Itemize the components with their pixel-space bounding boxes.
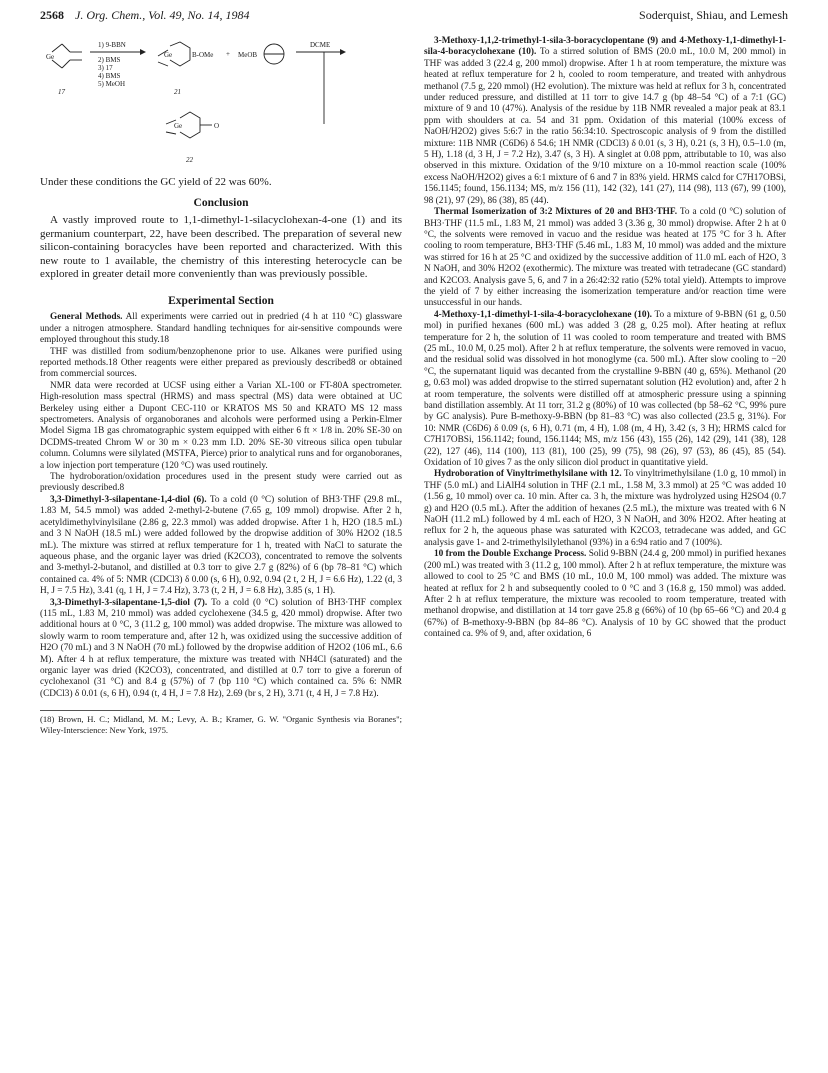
thf-paragraph: THF was distilled from sodium/benzophenone prior to use. Alkanes were purified using reported methods.18 Other reagents were either prepared as previously described8 or obtained from commercial sources. [40, 346, 402, 380]
compound-label-22: 22 [186, 156, 193, 164]
b-ome-label: B-OMe [192, 51, 214, 59]
journal-citation: J. Org. Chem., Vol. 49, No. 14, 1984 [75, 8, 250, 22]
reagent-2: 2) BMS [98, 56, 121, 64]
footnote-18: (18) Brown, H. C.; Midland, M. M.; Levy, A. B.; Kramer, G. W. "Organic Synthesis via Boranes"; Wiley-Interscience: New York, 1975. [40, 714, 402, 735]
running-authors: Soderquist, Shiau, and Lemesh [639, 8, 788, 22]
reagent-4: 4) BMS [98, 72, 121, 80]
right-column [424, 36, 786, 641]
compound-label-17: 17 [58, 88, 65, 96]
compounds-9-10-paragraph [424, 36, 786, 207]
ge-label-21: Ge [164, 51, 173, 59]
general-methods-paragraph [40, 312, 402, 346]
compounds-9-10-title: 3-Methoxy-1,1,2-trimethyl-1-sila-3-boracyclopentane (9) and 4-Methoxy-1,1-dimethyl-1-sila-4-boracyclohexane (10). [424, 36, 786, 58]
double-exchange-title: 10 from the Double Exchange Process. [434, 549, 587, 560]
hydroboration-paragraph: The hydroboration/oxidation procedures used in the present study were carried out as previously described.8 [40, 472, 402, 494]
plus-sign: + [226, 50, 230, 58]
gc-yield-sentence: Under these conditions the GC yield of 22 was 60%. [40, 176, 272, 188]
general-methods-title: General Methods. [50, 312, 123, 323]
double-exchange-paragraph [424, 549, 786, 640]
experimental-heading: Experimental Section [168, 294, 274, 307]
oxygen-label: O [214, 122, 220, 130]
scheme-drawing [40, 36, 402, 176]
compound-10-title: 4-Methoxy-1,1-dimethyl-1-sila-4-boracyclohexane (10). [434, 309, 652, 320]
ge-label-17: Ge [46, 53, 55, 61]
double-exchange-text: Solid 9-BBN (24.4 g, 200 mmol) in purified hexanes (200 mL) was treated with 3 (11.2 g, 100 mmol). After 2 h at reflux temperature, the mixture was allowed to cool to 25 °C and BMS (10 mL, 10.0 M, 100 mmol) was added. The mixture was heated at reflux for 2 h and subsequently cooled to 0 °C and 3 (16.8 g, 150 mmol) was added. After 2 h at reflux temperature, the mixture was recooled to room temperature, treated with methanol dropwise, and distillation at 14 torr gave 25.8 g (66%) of 10 (bp 65–66 °C) and 20.4 g (67%) of B-methoxy-9-BBN (bp 84–86 °C). Analysis of 10 by GC showed that the product contained ca. 9% of 9, and, after oxidation, 6 [424, 549, 786, 640]
thermal-isomerization-text: To a cold (0 °C) solution of BH3·THF (11.5 mL, 1.83 M, 21 mmol) was added 3 (3.36 g, 30 mmol) dropwise. After 2 h at 0 °C, the solvents were removed in vacuo and the residue was heated at 175 °C for 3 h. After cooling to room temperature, BH3·THF (5.46 mL, 1.83 M, 10 mmol) was added and the mixture was stirred for 16 h at 25 °C and oxidized by the successive addition of 11.0 mL each of H2O, 3 N NaOH, and 30% H2O2 (exothermic). The mixture was treated with tetradecane (GC standard) and K2CO3. Analysis gave 5, 6, and 7 in a 26:42:32 ratio (52% total yield). Attempts to improve the yield of 7 by either increasing the isomerization temperature and/or reaction time were unsuccessful in our hands. [424, 207, 786, 309]
compound-10-text: To a mixture of 9-BBN (61 g, 0.50 mol) in purified hexanes (600 mL) was added 3 (28 g, 0.25 mol). After heating at reflux temperature for 2 h, the solution of 11 was cooled to room temperature and treated with BMS (25 mL, 10.0 M, 0.25 mol). After 2 h at reflux temperature, the solvents were removed in vacuo, and the residual solid was dissolved in hot monoglyme (ca. 500 mL). After slow cooling to −20 °C, the supernatant liquid was decanted from the crystalline 9-BBN (40 g, 65%). Methanol (20 g, 0.63 mol) was added dropwise to the stirred supernatant solution (H2 evolution) and, after 2 h at room temperature, the solvents were distilled off at atmospheric pressure using a spinning band distillation assembly. At 11 torr, 31.2 g (80%) of 10 was collected (bp 58–62 °C, 99% pure by GC analysis). Pure B-methoxy-9-BBN (bp 81–83 °C) was also collected (23.5 g, 31%). For 10: NMR (C6D6) δ 0.09 (s, 6 H), 0.71 (m, 4 H), 1.08 (m, 4 H), 3.42 (s, 3 H); HRMS calcd for C7H17OBSi, 156.1142; found, 156.1144; MS, m/z 156 (43), 155 (26), 142 (29), 141 (38), 128 (22), 127 (46), 114 (100), 113 (81), 100 (25), 99 (75), 98 (26), 97 (53), 86 (45), 85 (54). Oxidation of 10 gives 7 as the only silicon diol product in quantitative yield. [424, 309, 786, 469]
conclusion-paragraph: A vastly improved route to 1,1-dimethyl-1-silacyclohexan-4-one (1) and its germanium counterpart, 22, have been described. The preparation of several new silicon-containing boracycles have been reported and characterized. With this new route to 1 available, the chemistry of this interesting heterocycle can be explored in greater detail more conveniently than was previously possible. [40, 214, 402, 281]
compound-22-structure [166, 112, 212, 138]
dcme-reagent: DCME [310, 41, 331, 49]
diol6-paragraph [40, 495, 402, 598]
vinyltrimethylsilane-text: To vinyltrimethylsilane (1.0 g, 10 mmol) in THF (5.0 mL) and LiAlH4 solution in THF (2.1 mL, 1.58 M, 3.3 mmol) at 25 °C was added 10 (1.56 g, 10 mmol) over ca. 10 min. After ca. 3 h, the mixture was hydrolyzed using H2SO4 (0.7 g) and H2O (0.5 mL). After the addition of hexanes (2.5 mL), the mixture was treated with 6 N NaOH (11.2 mL) followed by 4 mL each of H2O, 3 N NaOH, and 30% H2O2. After heating at reflux for 2 h, the aqueous phase was saturated with K2CO3, tetradecane was added, and GC analysis gave 1- and 2-trimethylsilylethanol (93%) in a 6:94 ratio and 7 (100%). [424, 469, 787, 548]
arrow-head-1 [140, 49, 146, 55]
vinyltrimethylsilane-paragraph [424, 469, 786, 549]
reagent-3: 3) 17 [98, 64, 113, 72]
diol6-text: To a cold (0 °C) solution of BH3·THF (29.8 mL, 1.83 M, 54.5 mmol) was added 2-methyl-2-butene (7.65 g, 109 mmol) dropwise. After 2 h, acetyldimethylvinylsilane (2.86 g, 22.3 mmol) was added dropwise. After 1 h, H2O (18.5 mL) and 3 N NaOH (18.5 mL) were added followed by the dropwise addition of 30% H2O2 (18.5 mL). The mixture was stirred at reflux temperature for 1 h, treated with NaCl to saturate the aqueous phase, and the organic layer was dried (K2CO3), concentrated to remove the solvents and 3-methyl-2-butanol, and distilled at 0.3 torr to give 2.7 g (82%) of 6 (bp 78–81 °C) which contained ca. 4% of 5: NMR (CDCl3) δ 0.00 (s, 6 H), 0.92, 0.94 (2 t, 2 H, J = 6.6 Hz), 1.22 (d, 3 H, J = 7.5 Hz), 3.41 (q, 1 H, J = 7.4 Hz), 3.73 (t, 2 H, J = 6.8 Hz), 3.85 (s, 1 H). [40, 494, 402, 597]
reagent-1: 1) 9-BBN [98, 41, 126, 49]
compound-10-paragraph [424, 310, 786, 470]
meob-bbn-structure [264, 44, 284, 64]
ge-label-22: Ge [174, 122, 183, 130]
conclusion-heading: Conclusion [193, 196, 249, 209]
arrow-head-2 [340, 49, 346, 55]
compounds-9-10-text: To a stirred solution of BMS (20.0 mL, 10.0 M, 200 mmol) in THF was added 3 (22.4 g, 200 mmol) dropwise. After 1 h at room temperature, the mixture was heated at reflux temperature for 2 h, cooled to room temperature, and treated with anhydrous methanol (7.5 g, 220 mmol) (H2 evolution). The mixture was held at reflux for 3 h, concentrated under reduced pressure, and distilled at 11 torr to give 14.7 g (bp 48–54 °C) of a 7:1 (GC) mixture of 9 and 10 (47%). Analysis of the residue by 11B NMR revealed a major peak at 83.1 ppm with shoulders at ca. 54 and 31 ppm. Oxidation of this material (100% excess of NaOH/H2O2) gives 5:6:7 in the ratio 56:34:10. Spectroscopic analysis of 9 from the distilled mixture: 11B NMR (C6D6) δ 54.6; 1H NMR (CDCl3) δ 0.01 (s, 3 H), 0.21 (s, 3 H), 0.5–1.0 (m, 5 H), 1.18 (d, 3 H, J = 7.2 Hz), 3.47 (s, 3 H). A singlet at 0.08 ppm, attributable to 10, was also observed in this mixture. Oxidation of the 9/10 mixture on a 10-mmol reaction scale (100% excess NaOH/H2O2) gives a 6:1 mixture of 6 and 7 in 83% yield. HRMS calcd for C7H17OBSi, 156.1145; found, 156.1134; MS, m/z 156 (11), 142 (32), 141 (27), 114 (98), 113 (67), 99 (100), 98 (21), 97 (29), 86 (38), 85 (44). [424, 47, 786, 206]
diol7-paragraph [40, 598, 402, 701]
nmr-paragraph: NMR data were recorded at UCSF using either a Varian XL-100 or FT-80A spectrometer. High-resolution mass spectral (HRMS) and mass spectral (MS) data were obtained at UC Berkeley using either a Dupont CEC-110 or KRATOS MS 50 and KRATO MS 12 mass spectrometers. Analysis of organoboranes and alcohols were performed using a Perkin-Elmer Model Sigma 1B gas chromatographic system equipped with either 6 ft × 1/8 in. 20% SE-30 on DCDMS-treated Chrom W or 30 m × 0.23 mm I.D. 20% SE-30 vitreous silica open tubular column. Columns were silylated (MSTFA, Pierce) prior to analytical runs and for organoboranes, a low injection port temperature (120 °C) was used routinely. [40, 380, 402, 471]
reaction-scheme [40, 36, 402, 176]
thermal-isomerization-paragraph [424, 207, 786, 310]
compound-17-structure [52, 44, 82, 68]
page-header [40, 8, 788, 26]
thermal-isomerization-title: Thermal Isomerization of 3:2 Mixtures of 20 and BH3·THF. [434, 207, 678, 218]
compound-label-21: 21 [174, 88, 181, 96]
diol7-title: 3,3-Dimethyl-3-silapentane-1,5-diol (7). [50, 597, 208, 608]
page-number: 2568 [40, 8, 64, 22]
vinyltrimethylsilane-title: Hydroboration of Vinyltrimethylsilane with 12. [434, 469, 622, 480]
meob-label: MeOB [238, 51, 258, 59]
compound-21-structure [158, 42, 190, 66]
general-methods-text: All experiments were carried out in predried (4 h at 110 °C) glassware under a nitrogen atmosphere. Standard handling techniques for air-sensitive compounds were employed throughout this study.18 [40, 312, 403, 346]
left-column [40, 36, 402, 735]
reagent-5: 5) MeOH [98, 80, 126, 88]
diol7-text: To a cold (0 °C) solution of BH3·THF complex (115 mL, 1.83 M, 210 mmol) was added cyclohexene (34.5 g, 420 mmol) dropwise. After two additional hours at 0 °C, 3 (11.2 g, 100 mmol) was added dropwise. The mixture was allowed to slowly warm to room temperature and, after 12 h, was oxidized using the successive addition of H2O (70 mL) and 3 N NaOH (70 mL) followed by the dropwise addition of H2O2 (106 mL, 6.6 M). After 4 h at reflux temperature, the mixture was treated with NH4Cl (saturated) and the organic layer was dried (K2CO3), concentrated, and distilled at 0.7 torr to give a forerun of cyclohexanol (31 °C) and 8.4 g (57%) of 7 (bp 110 °C) which contained ca. 5% 6: NMR (CDCl3) δ 0.01 (s, 6 H), 0.94 (t, 4 H, J = 7.8 Hz), 2.69 (br s, 2 H), 3.71 (t, 4 H, J = 7.8 Hz). [40, 597, 403, 699]
diol6-title: 3,3-Dimethyl-3-silapentane-1,4-diol (6). [50, 494, 207, 505]
